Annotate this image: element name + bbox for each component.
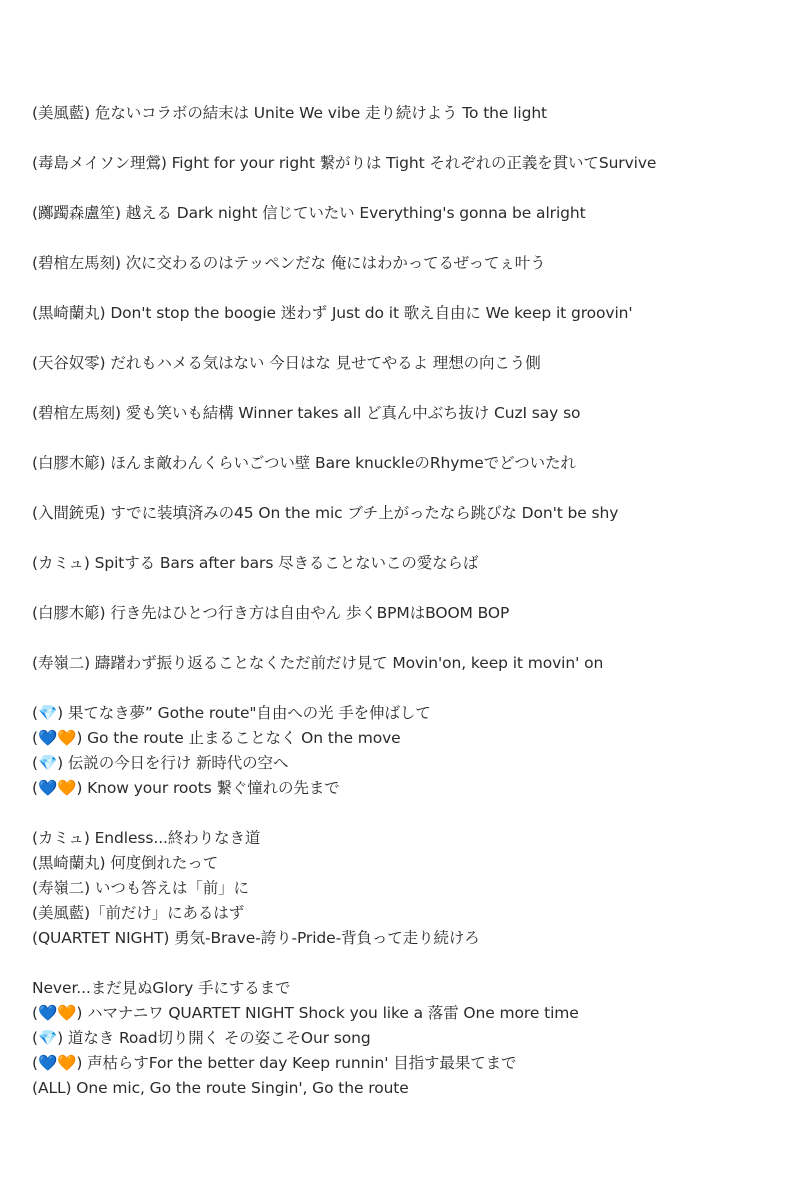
lyric-line: (碧棺左馬刻) 次に交わるのはテッペンだな 俺にはわかってるぜってぇ叶う [32, 254, 546, 272]
lyric-line: (美風藍)「前だけ」にあるはず [32, 904, 245, 922]
lyric-line: (美風藍) 危ないコラボの結末は Unite We vibe 走り続けよう To the light [32, 104, 548, 122]
blank-line [32, 576, 802, 601]
lyrics-document [32, 101, 802, 1101]
lyric-line: (💎) 果てなき夢” Gothe route"自由への光 手を伸ばして [32, 704, 431, 722]
blank-line [32, 951, 802, 976]
lyric-line: Never...まだ見ぬGlory 手にするまで [32, 979, 291, 997]
blank-line [32, 376, 802, 401]
blank-line [32, 526, 802, 551]
blank-line [32, 176, 802, 201]
blank-line [32, 426, 802, 451]
blank-line [32, 126, 802, 151]
lyric-line: (黒崎蘭丸) 何度倒れたって [32, 854, 219, 872]
blank-line [32, 476, 802, 501]
blank-line [32, 226, 802, 251]
lyric-line: (黒崎蘭丸) Don't stop the boogie 迷わず Just do it 歌え自由に We keep it groovin' [32, 304, 633, 322]
blank-line [32, 676, 802, 701]
lyric-line: (寿嶺二) 躊躇わず振り返ることなくただ前だけ見て Movin'on, keep it movin' on [32, 654, 604, 672]
blank-line [32, 276, 802, 301]
lyric-line: (💎) 道なき Road切り開く その姿こそOur song [32, 1029, 371, 1047]
blank-line [32, 326, 802, 351]
blank-line [32, 801, 802, 826]
lyric-line: (💙🧡) ハマナニワ QUARTET NIGHT Shock you like a 落雷 One more time [32, 1004, 579, 1022]
lyric-line: (カミュ) Spitする Bars after bars 尽きることないこの愛ならば [32, 554, 479, 572]
lyric-line: (💙🧡) 声枯らすFor the better day Keep runnin' 目指す最果てまで [32, 1054, 517, 1072]
lyric-line: (白膠木簓) 行き先はひとつ行き方は自由やん 歩くBPMはBOOM BOP [32, 604, 510, 622]
lyric-line: (寿嶺二) いつも答えは「前」に [32, 879, 249, 897]
lyric-line: (💎) 伝説の今日を行け 新時代の空へ [32, 754, 289, 772]
lyric-line: (ALL) One mic, Go the route Singin', Go the route [32, 1079, 409, 1097]
lyric-line: (碧棺左馬刻) 愛も笑いも結構 Winner takes all ど真ん中ぶち抜け CuzI say so [32, 404, 581, 422]
lyric-line: (毒島メイソン理鶯) Fight for your right 繋がりは Tight それぞれの正義を貫いてSurvive [32, 154, 657, 172]
lyric-line: (カミュ) Endless...終わりなき道 [32, 829, 261, 847]
lyric-line: (💙🧡) Go the route 止まることなく On the move [32, 729, 401, 747]
lyric-line: (入間銃兎) すでに装填済みの45 On the mic ブチ上がったなら跳びな Don't be shy [32, 504, 619, 522]
lyric-line: (躑躅森盧笙) 越える Dark night 信じていたい Everything's gonna be alright [32, 204, 586, 222]
blank-line [32, 626, 802, 651]
lyric-line: (白膠木簓) ほんま敵わんくらいごつい壁 Bare knuckleのRhymeでどついたれ [32, 454, 576, 472]
lyric-line: (💙🧡) Know your roots 繋ぐ憧れの先まで [32, 779, 340, 797]
lyric-line: (QUARTET NIGHT) 勇気-Brave-誇り-Pride-背負って走り続けろ [32, 929, 480, 947]
lyric-line: (天谷奴零) だれもハメる気はない 今日はな 見せてやるよ 理想の向こう側 [32, 354, 541, 372]
